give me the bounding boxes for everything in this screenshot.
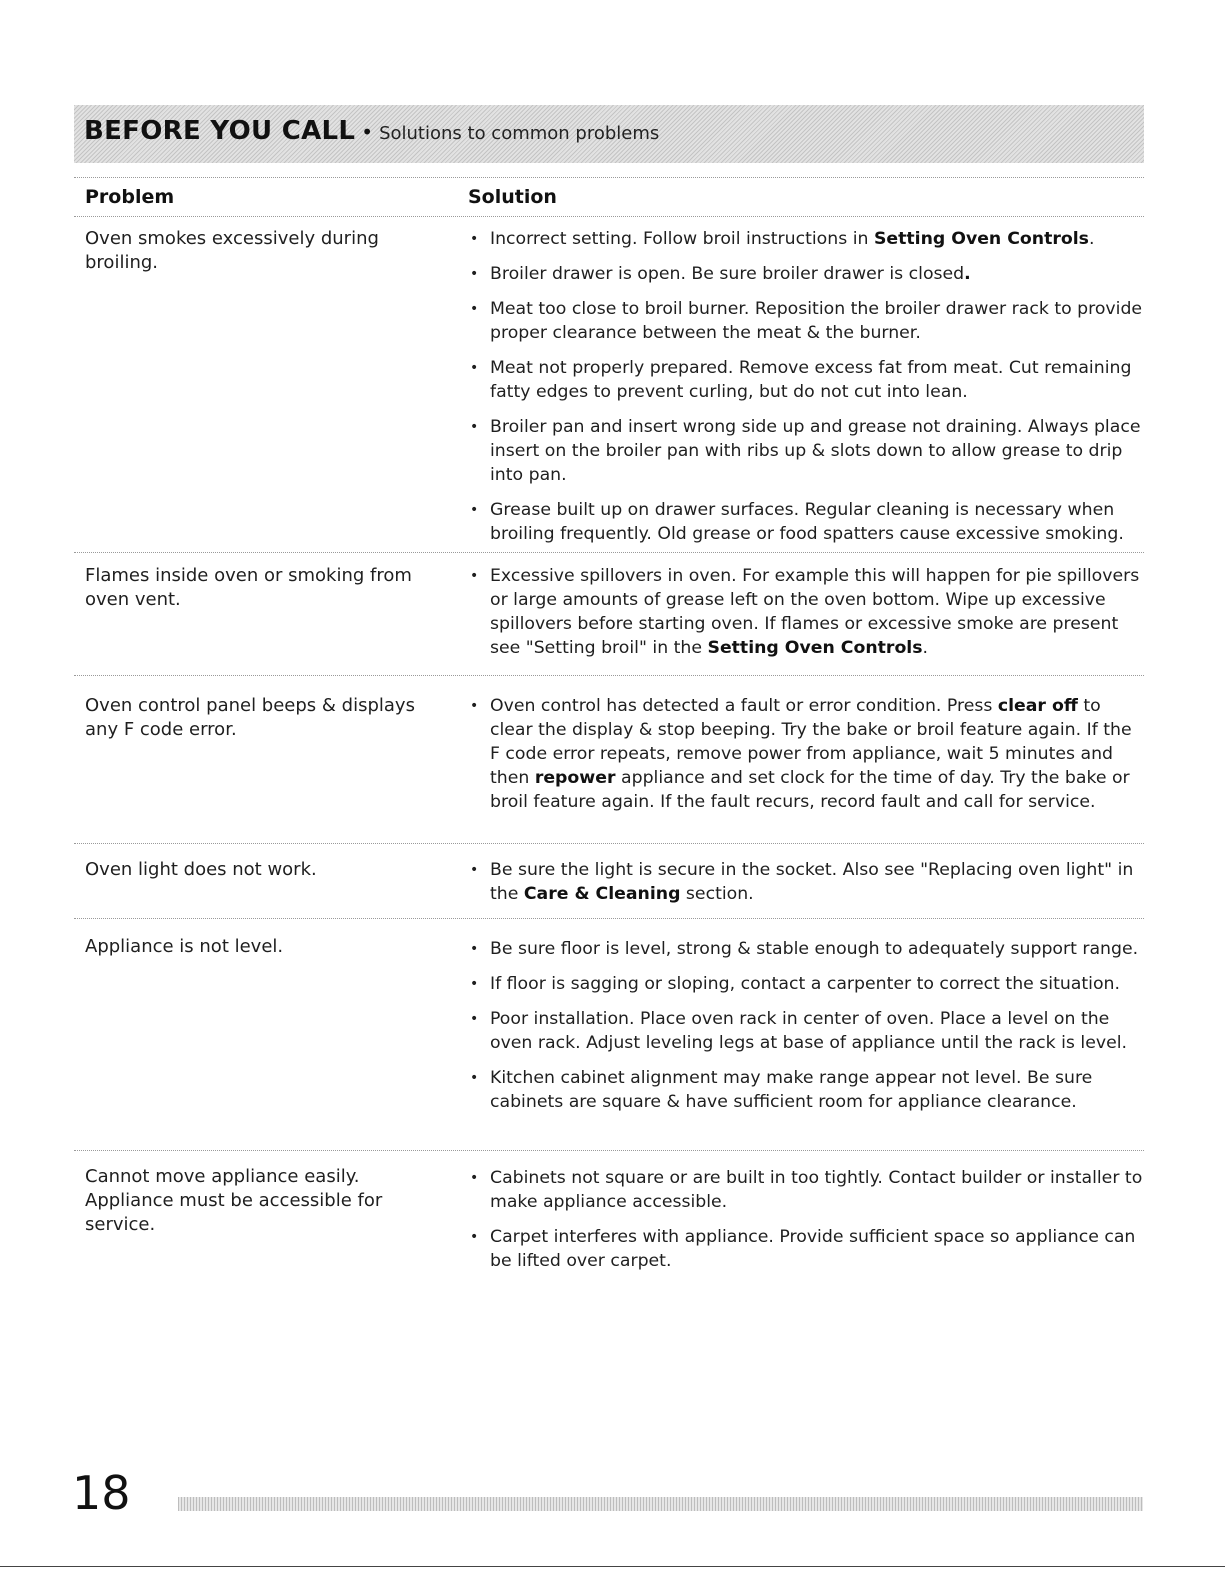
bullet-icon: • [470, 301, 479, 317]
emphasis-text: clear off [997, 696, 1078, 716]
solution-list [470, 1166, 1145, 1284]
solution-item: • Excessive spillovers in oven. For example this will happen for pie spillovers or large amounts of grease left on the oven bottom. Wipe up excessive spillovers before starting oven. If flames or excessive smoke are present see "Setting broil" in the Setting Oven Controls. [470, 566, 1140, 658]
bullet-icon: • [470, 698, 479, 714]
solution-item: • Poor installation. Place oven rack in center of oven. Place a level on the oven rack. Adjust leveling legs at base of appliance until the rack is level. [470, 1009, 1128, 1053]
solution-item: • Be sure the light is secure in the socket. Also see "Replacing oven light" in the Care & Cleaning section. [470, 860, 1134, 904]
solution-list [470, 858, 1145, 917]
problem-text: Appliance is not level. [85, 936, 284, 957]
solution-item: • Be sure floor is level, strong & stable enough to adequately support range. [470, 939, 1139, 959]
bullet-icon: • [470, 231, 479, 247]
divider [74, 918, 1144, 919]
section-subtitle: Solutions to common problems [379, 123, 660, 144]
divider [74, 216, 1144, 217]
solution-list [470, 694, 1145, 825]
solution-list [470, 564, 1145, 671]
emphasis-text: . [964, 264, 971, 284]
section-title: BEFORE YOU CALL [84, 116, 356, 146]
solution-item: • Cabinets not square or are built in too tightly. Contact builder or installer to make appliance accessible. [470, 1168, 1143, 1212]
bullet-icon: • [470, 502, 479, 518]
bullet-icon: • [470, 568, 479, 584]
solution-item: • Broiler drawer is open. Be sure broiler drawer is closed. [470, 264, 971, 284]
bullet-icon: • [470, 976, 479, 992]
solution-item: • Meat not properly prepared. Remove excess fat from meat. Cut remaining fatty edges to prevent curling, but do not cut into lean. [470, 358, 1132, 402]
bullet-icon: • [470, 419, 479, 435]
solution-item: • Kitchen cabinet alignment may make range appear not level. Be sure cabinets are square & have sufficient room for appliance clearance. [470, 1068, 1093, 1112]
divider [74, 675, 1144, 676]
bullet-icon: • [470, 360, 479, 376]
bullet-icon: • [470, 266, 479, 282]
bullet-icon: • [470, 1229, 479, 1245]
divider [74, 843, 1144, 844]
bullet-icon: • [470, 1070, 479, 1086]
solution-item: • Grease built up on drawer surfaces. Regular cleaning is necessary when broiling frequently. Old grease or food spatters cause excessive smoking. [470, 500, 1124, 544]
problem-text: Oven light does not work. [85, 859, 317, 880]
emphasis-text: Care & Cleaning [523, 884, 681, 904]
solution-item: • Meat too close to broil burner. Reposition the broiler drawer rack to provide proper clearance between the meat & the burner. [470, 299, 1143, 343]
problem-text: Cannot move appliance easily. Appliance must be accessible for service. [85, 1166, 383, 1235]
solution-item: • If floor is sagging or sloping, contact a carpenter to correct the situation. [470, 974, 1120, 994]
divider [74, 177, 1144, 178]
solution-item: • Broiler pan and insert wrong side up and grease not draining. Always place insert on the broiler pan with ribs up & slots down to allow grease to drip into pan. [470, 417, 1141, 485]
bullet-icon: • [470, 1170, 479, 1186]
problem-text: Oven control panel beeps & displays any F code error. [85, 695, 415, 740]
header-separator: • [361, 120, 374, 144]
solution-item: • Oven control has detected a fault or error condition. Press clear off to clear the display & stop beeping. Try the bake or broil feature again. If the F code error repeats, remove power from appliance, wait 5 minutes and then repower appliance and set clock for the time of day. Try the bake or broil feature again. If the fault recurs, record fault and call for service. [470, 696, 1132, 812]
solution-item: • Incorrect setting. Follow broil instructions in Setting Oven Controls. [470, 229, 1095, 249]
problem-column-header: Problem [85, 186, 175, 208]
divider [74, 552, 1144, 553]
solution-item: • Carpet interferes with appliance. Provide sufficient space so appliance can be lifted over carpet. [470, 1227, 1136, 1271]
bullet-icon: • [470, 862, 479, 878]
bullet-icon: • [470, 1011, 479, 1027]
section-header [84, 116, 659, 146]
footer-bar [178, 1497, 1143, 1511]
problem-text: Oven smokes excessively during broiling. [85, 228, 379, 273]
problem-text: Flames inside oven or smoking from oven vent. [85, 565, 412, 610]
emphasis-text: Setting Oven Controls [707, 638, 923, 658]
bottom-rule [0, 1566, 1225, 1567]
solution-list [470, 937, 1145, 1125]
emphasis-text: Setting Oven Controls [873, 229, 1089, 249]
bullet-icon: • [470, 941, 479, 957]
page-number: 18 [72, 1466, 131, 1520]
solution-list [470, 227, 1145, 557]
divider [74, 1150, 1144, 1151]
emphasis-text: repower [534, 768, 616, 788]
solution-column-header: Solution [468, 186, 557, 208]
